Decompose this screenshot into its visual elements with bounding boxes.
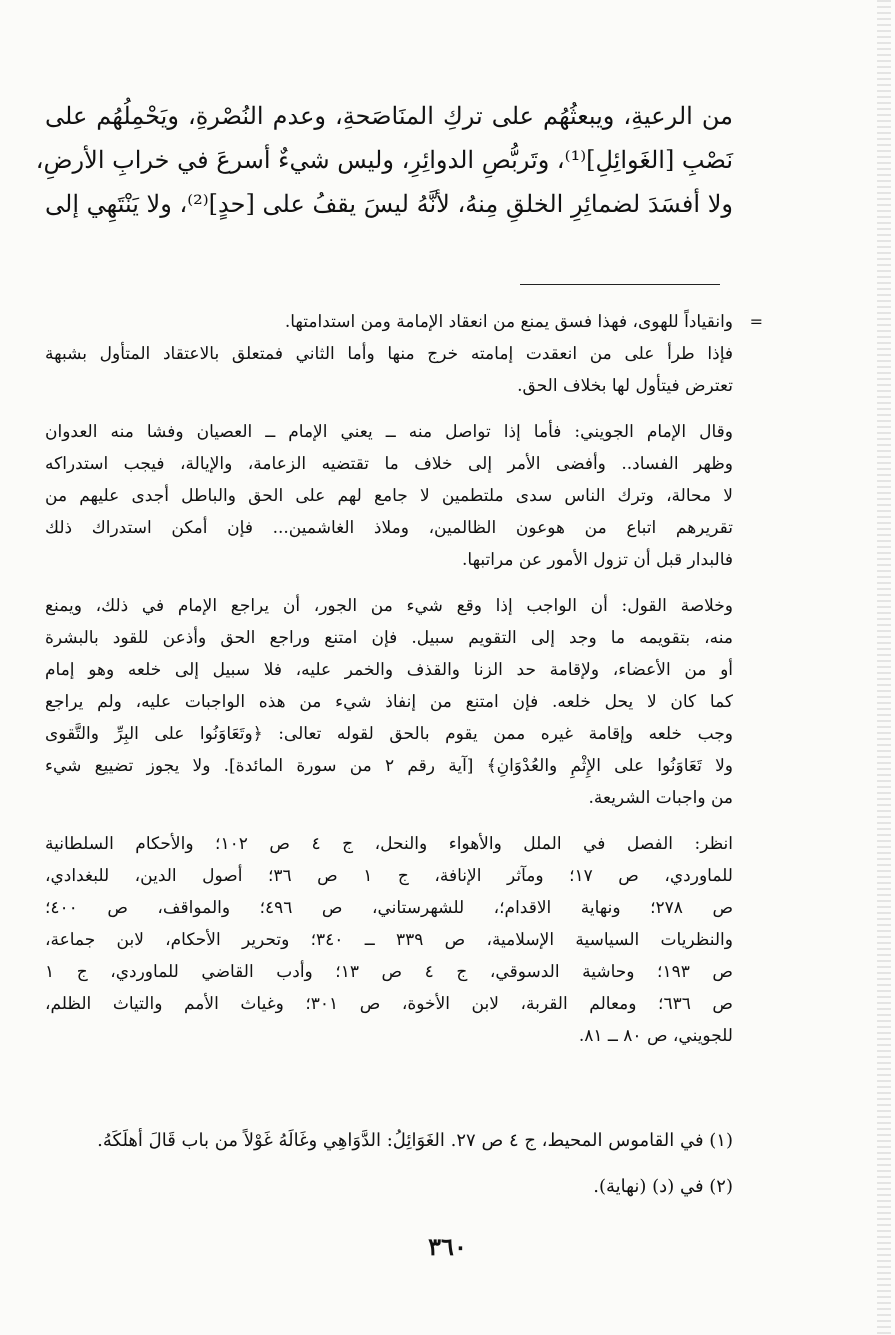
footnote-separator-rule — [520, 284, 720, 285]
continuation-mark: = — [749, 312, 763, 331]
notes-line: وخلاصة القول: أن الواجب إذا وقع شيء من الجور، أن يراجع الإمام في ذلك، ويمنع — [45, 596, 733, 616]
main-text-line: نَصْبِ [الغَوائِلِ]⁽¹⁾، وتَربُّصِ الدوائِرِ، وليس شيءٌ أسرعَ في خرابِ الأرضِ، — [35, 146, 733, 174]
notes-line: ص ٦٣٦؛ ومعالم القربة، لابن الأخوة، ص ٣٠١؛ وغياث الأمم والتياث الظلم، — [45, 994, 733, 1014]
notes-line: للماوردي، ص ١٧؛ ومآثر الإنافة، ج ١ ص ٣٦؛ أصول الدين، للبغدادي، — [45, 866, 733, 886]
notes-line: فإذا طرأ على من انعقدت إمامته خرج منها وأما الثاني فمتعلق بالاعتقاد المتأول بشبهة — [45, 344, 733, 364]
notes-line: منه، بتقويمه ما وجد إلى التقويم سبيل. فإن امتنع وراجع الحق وأذعن للقود بالبشرة — [45, 628, 733, 648]
footnote-1: (١) في القاموس المحيط، ج ٤ ص ٢٧. الغَوَائِلُ: الدَّوَاهِي وغَالَهُ غَوْلاً من باب قَالَ أهلَكَهُ. — [97, 1130, 733, 1151]
notes-paragraph-references — [45, 828, 733, 1052]
notes-line: والنظريات السياسية الإسلامية، ص ٣٣٩ ــ ٣٤٠؛ وتحرير الأحكام، لابن جماعة، — [45, 930, 733, 950]
page-edge-shading — [877, 0, 891, 1335]
notes-line: وانقياداً للهوى، فهذا فسق يمنع من انعقاد الإمامة ومن استدامتها. — [284, 312, 733, 332]
notes-line: تقريرهم اتباع من هوعون الظالمين، وملاذ الغاشمين... فإن أمكن استدراك ذلك — [45, 518, 733, 538]
notes-line: فالبدار قبل أن تزول الأمور عن مراتبها. — [462, 550, 733, 570]
notes-line: أو من الأعضاء، ولإقامة حد الزنا والقذف والخمر عليه، فلا سبيل إلى خلعه وهو إمام — [45, 660, 733, 680]
notes-line: انظر: الفصل في الملل والأهواء والنحل، ج ٤ ص ١٠٢؛ والأحكام السلطانية — [45, 834, 733, 854]
main-text-line: ولا أفسَدَ لضمائِرِ الخلقِ مِنهُ، لأنَّهُ ليسَ يقفُ على [حدٍ]⁽²⁾، ولا يَنْتَهِي إلى — [45, 190, 733, 218]
notes-line: للجويني، ص ٨٠ ــ ٨١. — [578, 1026, 733, 1046]
notes-line: لا محالة، وترك الناس سدى ملتطمين لا جامع لهم على الحق والباطل أجدى عليهم من — [45, 486, 733, 506]
notes-line: كما كان لا يحل خلعه. فإن امتنع من إنفاذ شيء من هذه الواجبات عليه، ولم يراجع — [45, 692, 733, 712]
notes-paragraph — [45, 416, 733, 576]
notes-line: ص ٢٧٨؛ ونهاية الاقدام؛، للشهرستاني، ص ٤٩٦؛ والمواقف، ص ٤٠٠؛ — [45, 898, 733, 918]
notes-line: ص ١٩٣؛ وحاشية الدسوقي، ج ٤ ص ١٣؛ وأدب القاضي للماوردي، ج ١ — [45, 962, 733, 982]
notes-paragraph — [45, 590, 733, 814]
notes-line: وجب خلعه وإقامة غيره ممن يقوم بالحق لقوله تعالى: ﴿وتَعَاوَنُوا على البِرِّ والتَّقوى — [45, 724, 733, 744]
notes-line: وظهر الفساد.. وأفضى الأمر إلى خلاف ما تقتضيه الزعامة، والإيالة، فيجب استدراكه — [45, 454, 733, 474]
main-text-line: من الرعيةِ، ويبعثُهُم على تركِ المنَاصَحةِ، وعدم النُصْرةِ، ويَحْمِلُهُم على — [45, 102, 733, 130]
main-text-block — [35, 94, 733, 226]
continued-notes-block — [45, 306, 763, 1066]
notes-line: وقال الإمام الجويني: فأما إذا تواصل منه ــ يعني الإمام ــ العصيان وفشا منه العدوان — [45, 422, 733, 442]
notes-paragraph — [45, 306, 733, 402]
page-number: ٣٦٠ — [428, 1232, 467, 1261]
notes-line: من واجبات الشريعة. — [588, 788, 733, 808]
footnotes-block — [45, 1118, 733, 1210]
notes-line: تعترض فيتأول لها بخلاف الحق. — [517, 376, 733, 396]
footnote-2: (٢) في (د) (نهاية). — [593, 1176, 733, 1197]
notes-line: ولا تَعَاوَنُوا على الإِثْمِ والعُدْوَانِ﴾ [آية رقم ٢ من سورة المائدة]. ولا يجوز تضييع شيء — [45, 756, 733, 776]
